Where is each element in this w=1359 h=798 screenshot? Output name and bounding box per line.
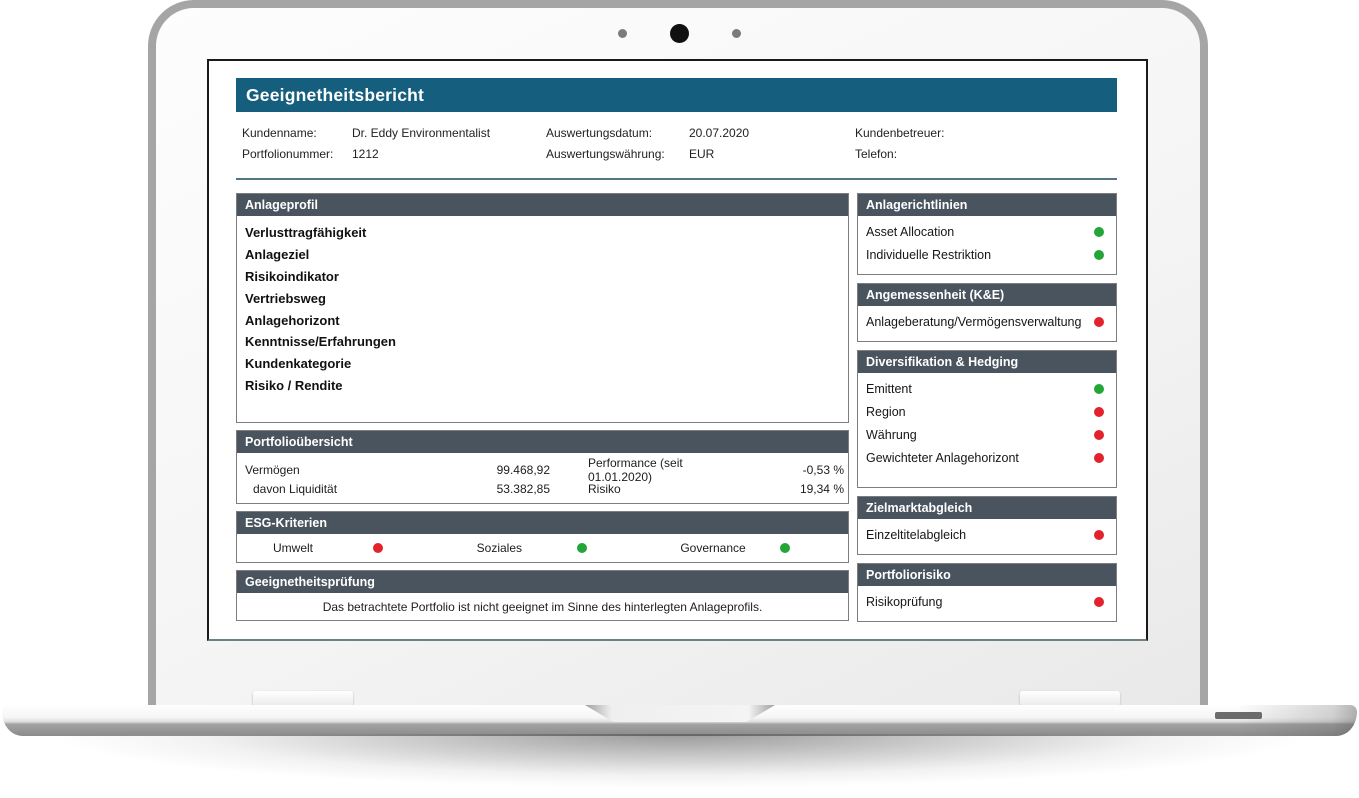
esg-governance	[644, 541, 848, 555]
list-item	[858, 523, 1116, 546]
panel-diversifikation-header: Diversifikation & Hedging	[858, 351, 1116, 373]
esg-soziales-label: Soziales	[476, 541, 523, 556]
table-row	[245, 456, 844, 485]
camera-indicator-left-icon	[618, 29, 627, 38]
laptop-port	[1215, 712, 1262, 719]
panel-items	[858, 519, 1116, 554]
geeignetheitspruefung-text: Das betrachtete Portfolio ist nicht geeignet im Sinne des hinterlegten Anlageprofils.	[322, 599, 763, 614]
panel-angemessenheit	[857, 283, 1117, 342]
item-label: Region	[866, 404, 906, 419]
item-label: Einzeltitelabgleich	[866, 527, 967, 542]
panel-portfoliorisiko	[857, 563, 1117, 622]
list-item: Verlusttragfähigkeit	[245, 225, 367, 241]
esg-governance-label: Governance	[680, 541, 746, 556]
list-item	[858, 400, 1116, 423]
customer-info	[236, 122, 1117, 164]
laptop-lid-notch	[585, 705, 775, 722]
status-dot	[1094, 384, 1104, 394]
telefon-label: Telefon:	[855, 146, 898, 161]
list-item	[858, 310, 1116, 333]
risiko-value: 19,34 %	[799, 482, 844, 497]
auswertungsdatum-label: Auswertungsdatum:	[546, 125, 653, 140]
right-column	[857, 193, 1117, 622]
list-item	[858, 446, 1116, 469]
auswertungswaehrung-value: EUR	[689, 146, 715, 161]
item-label: Risikoprüfung	[866, 594, 943, 609]
list-item: Kundenkategorie	[245, 356, 352, 372]
auswertungswaehrung-label: Auswertungswährung:	[546, 146, 665, 161]
liquiditaet-value: 53.382,85	[496, 482, 550, 497]
laptop-screen	[207, 59, 1148, 641]
status-dot	[780, 543, 790, 553]
laptop-base-edge	[1237, 705, 1357, 736]
esg-soziales	[441, 541, 645, 555]
auswertungsdatum-value: 20.07.2020	[689, 125, 750, 140]
list-item	[858, 220, 1116, 243]
liquiditaet-label: davon Liquidität	[253, 482, 338, 497]
esg-row	[237, 534, 848, 562]
vermoegen-value: 99.468,92	[496, 463, 550, 478]
report-body	[236, 193, 1117, 622]
panel-portfoliouebersicht	[236, 430, 849, 504]
esg-umwelt-label: Umwelt	[273, 541, 314, 556]
report-document	[209, 61, 1146, 639]
panel-anlageprofil-header: Anlageprofil	[237, 194, 848, 216]
item-label: Emittent	[866, 381, 912, 396]
panel-anlagerichtlinien	[857, 193, 1117, 275]
item-label: Anlageberatung/Vermögensverwaltung	[866, 314, 1082, 329]
list-item: Anlageziel	[245, 247, 310, 263]
list-item: Kenntnisse/Erfahrungen	[245, 334, 396, 350]
list-item	[858, 590, 1116, 613]
panel-items	[858, 586, 1116, 621]
panel-items	[858, 373, 1116, 487]
portfolionummer-value: 1212	[352, 146, 379, 161]
list-item: Risikoindikator	[245, 268, 339, 284]
panel-items	[858, 306, 1116, 341]
status-dot	[1094, 530, 1104, 540]
item-label: Individuelle Restriktion	[866, 247, 992, 262]
portfolio-table	[237, 453, 848, 503]
list-item	[858, 243, 1116, 266]
kundenname-value: Dr. Eddy Environmentalist	[352, 125, 491, 140]
list-item: Vertriebsweg	[245, 290, 326, 306]
kundenbetreuer-label: Kundenbetreuer:	[855, 125, 945, 140]
list-item	[858, 377, 1116, 400]
status-dot	[1094, 453, 1104, 463]
anlageprofil-items	[237, 216, 848, 422]
panel-zielmarktabgleich-header: Zielmarktabgleich	[858, 497, 1116, 519]
panel-portfoliouebersicht-header: Portfolioübersicht	[237, 431, 848, 453]
status-dot	[1094, 430, 1104, 440]
status-dot	[1094, 407, 1104, 417]
laptop-shadow	[25, 734, 1335, 796]
status-dot	[1094, 317, 1104, 327]
list-item: Anlagehorizont	[245, 312, 340, 328]
portfolionummer-label: Portfolionummer:	[242, 146, 334, 161]
panel-portfoliorisiko-header: Portfoliorisiko	[858, 564, 1116, 586]
status-dot	[1094, 250, 1104, 260]
item-label: Asset Allocation	[866, 224, 955, 239]
list-item: Risiko / Rendite	[245, 377, 343, 393]
performance-label: Performance (seit 01.01.2020)	[588, 456, 683, 485]
status-dot	[373, 543, 383, 553]
panel-angemessenheit-header: Angemessenheit (K&E)	[858, 284, 1116, 306]
page-title: Geeignetheitsbericht	[246, 84, 425, 105]
item-label: Währung	[866, 427, 917, 442]
list-item	[858, 423, 1116, 446]
status-dot	[577, 543, 587, 553]
panel-items	[858, 216, 1116, 274]
panel-diversifikation	[857, 350, 1117, 488]
performance-value: -0,53 %	[802, 463, 844, 478]
panel-geeignetheitspruefung-header: Geeignetheitsprüfung	[237, 571, 848, 593]
panel-anlageprofil	[236, 193, 849, 423]
esg-umwelt	[237, 541, 441, 555]
header-divider	[236, 178, 1117, 180]
panel-esg-header: ESG-Kriterien	[237, 512, 848, 534]
status-dot	[1094, 227, 1104, 237]
webcam-icon	[670, 24, 689, 43]
vermoegen-label: Vermögen	[245, 463, 300, 478]
hinge-tab-left	[253, 691, 353, 706]
left-column	[236, 193, 849, 622]
panel-geeignetheitspruefung	[236, 570, 849, 621]
table-row	[245, 478, 844, 500]
item-label: Gewichteter Anlagehorizont	[866, 450, 1019, 465]
panel-zielmarktabgleich	[857, 496, 1117, 555]
panel-esg	[236, 511, 849, 563]
report-title-bar	[236, 78, 1117, 112]
panel-anlagerichtlinien-header: Anlagerichtlinien	[858, 194, 1116, 216]
camera-indicator-right-icon	[732, 29, 741, 38]
kundenname-label: Kundenname:	[242, 125, 317, 140]
hinge-tab-right	[1020, 691, 1120, 706]
status-dot	[1094, 597, 1104, 607]
risiko-label: Risiko	[588, 482, 621, 497]
